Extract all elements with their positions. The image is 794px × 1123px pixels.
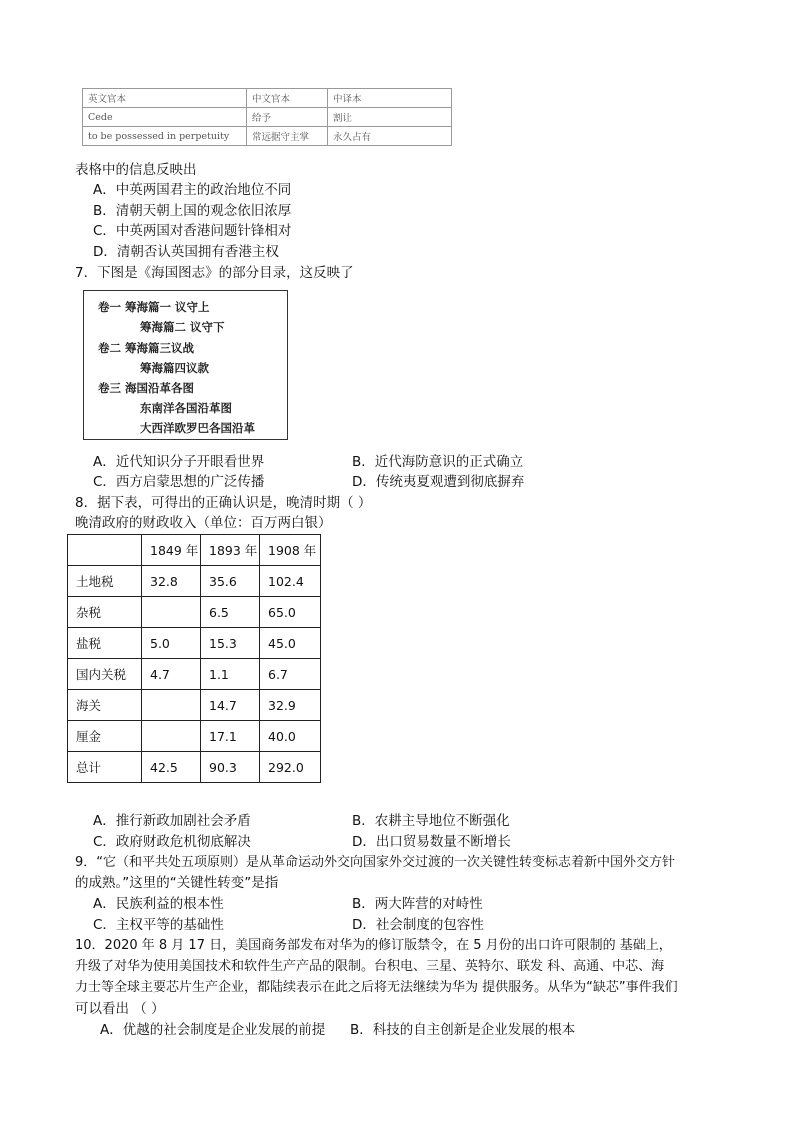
table-cell: 国内关税 bbox=[68, 659, 142, 690]
question-10-stem-line-2: 升级了对华为使用美国技术和软件生产产品的限制。台积电、三星、英特尔、联发 科、高通、中芯、海 bbox=[75, 959, 665, 974]
question-7-option-a: A．近代知识分子开眼看世界 bbox=[93, 454, 265, 470]
question-7-option-d: D．传统夷夏观遭到彻底摒弃 bbox=[352, 474, 525, 490]
table-cell: 中译本 bbox=[328, 89, 452, 108]
table-cell: 中文官本 bbox=[247, 89, 328, 108]
table-row bbox=[83, 108, 452, 127]
table-cell: 40.0 bbox=[260, 721, 321, 752]
table-cell: 14.7 bbox=[201, 690, 260, 721]
table-cell: 15.3 bbox=[201, 628, 260, 659]
table-cell bbox=[142, 690, 201, 721]
table-cell: 6.5 bbox=[201, 597, 260, 628]
table-cell: 英文官本 bbox=[83, 89, 247, 108]
table-cell: 常远据守主掌 bbox=[247, 127, 328, 146]
question-6-option-d: D．清朝否认英国拥有香港主权 bbox=[93, 244, 279, 260]
table-cell: 厘金 bbox=[68, 721, 142, 752]
question-9-stem-line-2: 的成熟。”这里的“关键性转变”是指 bbox=[75, 875, 279, 891]
contents-line: 卷二 筹海篇三议战 bbox=[98, 341, 195, 355]
table-cell: 杂税 bbox=[68, 597, 142, 628]
table-cell: 65.0 bbox=[260, 597, 321, 628]
question-6-option-a: A．中英两国君主的政治地位不同 bbox=[93, 182, 292, 198]
question-10-option-b: B．科技的自主创新是企业发展的根本 bbox=[350, 1022, 576, 1038]
question-8-stem: 8．据下表，可得出的正确认识是，晚清时期（ ） bbox=[75, 495, 372, 511]
table-header-row bbox=[68, 535, 321, 566]
table-cell bbox=[142, 721, 201, 752]
book-contents-box bbox=[83, 290, 288, 440]
question-6-option-b: B．清朝天朝上国的观念依旧浓厚 bbox=[93, 203, 292, 219]
question-8-option-d: D．出口贸易数量不断增长 bbox=[352, 834, 511, 850]
table-cell: 永久占有 bbox=[328, 127, 452, 146]
table-cell: 土地税 bbox=[68, 566, 142, 597]
question-8-option-a: A．推行新政加剧社会矛盾 bbox=[93, 813, 251, 829]
table-header-cell: 1849 年 bbox=[142, 535, 201, 566]
question-7-stem: 7．下图是《海国图志》的部分目录，这反映了 bbox=[75, 265, 354, 281]
table-row bbox=[68, 752, 321, 783]
table-cell: 90.3 bbox=[201, 752, 260, 783]
question-10-stem-line-3: 力士等全球主要芯片生产企业，都陆续表示在此之后将无法继续为华为 提供服务。从华为“缺芯”事件我们 bbox=[75, 980, 678, 995]
table-cell: 102.4 bbox=[260, 566, 321, 597]
table-row bbox=[68, 566, 321, 597]
question-6-stem: 表格中的信息反映出 bbox=[75, 162, 197, 178]
table-cell: 割让 bbox=[328, 108, 452, 127]
table-cell: to be possessed in perpetuity bbox=[83, 127, 247, 146]
contents-line: 筹海篇二 议守下 bbox=[140, 320, 225, 334]
revenue-table-caption: 晚清政府的财政收入（单位：百万两白银） bbox=[75, 515, 332, 531]
table-cell: 32.9 bbox=[260, 690, 321, 721]
question-10-option-a: A．优越的社会制度是企业发展的前提 bbox=[100, 1022, 326, 1038]
question-8-option-b: B．农耕主导地位不断强化 bbox=[352, 813, 510, 829]
treaty-terms-table bbox=[82, 88, 452, 146]
question-10-stem-line-1: 10．2020 年 8 月 17 日，美国商务部发布对华为的修订版禁令，在 5 月份的出口许可限制的 基础上， bbox=[75, 938, 672, 953]
question-7-option-b: B．近代海防意识的正式确立 bbox=[352, 454, 524, 470]
question-10-stem-line-4: 可以看出 （ ） bbox=[75, 1001, 165, 1017]
question-9-stem-line-1: 9．“它（和平共处五项原则）是从革命运动外交向国家外交过渡的一次关键性转变标志着新中国外交方针 bbox=[75, 855, 676, 870]
table-cell: 292.0 bbox=[260, 752, 321, 783]
table-cell bbox=[142, 597, 201, 628]
table-cell: 45.0 bbox=[260, 628, 321, 659]
table-row bbox=[83, 89, 452, 108]
contents-line: 卷一 筹海篇一 议守上 bbox=[98, 300, 210, 314]
question-6-option-c: C．中英两国对香港问题针锋相对 bbox=[93, 223, 292, 239]
table-header-cell: 1908 年 bbox=[260, 535, 321, 566]
table-cell: 4.7 bbox=[142, 659, 201, 690]
table-cell: 1.1 bbox=[201, 659, 260, 690]
table-row bbox=[83, 127, 452, 146]
table-row bbox=[68, 659, 321, 690]
table-cell: 海关 bbox=[68, 690, 142, 721]
table-cell: 6.7 bbox=[260, 659, 321, 690]
table-cell: Cede bbox=[83, 108, 247, 127]
table-header-cell bbox=[68, 535, 142, 566]
table-row bbox=[68, 721, 321, 752]
table-row bbox=[68, 628, 321, 659]
question-7-option-c: C．西方启蒙思想的广泛传播 bbox=[93, 474, 265, 490]
question-8-option-c: C．政府财政危机彻底解决 bbox=[93, 834, 251, 850]
table-header-cell: 1893 年 bbox=[201, 535, 260, 566]
table-cell: 盐税 bbox=[68, 628, 142, 659]
revenue-table bbox=[67, 534, 321, 783]
question-9-option-a: A．民族利益的根本性 bbox=[93, 896, 224, 912]
table-cell: 35.6 bbox=[201, 566, 260, 597]
question-9-option-d: D．社会制度的包容性 bbox=[352, 917, 484, 933]
table-cell: 给予 bbox=[247, 108, 328, 127]
contents-line: 卷三 海国沿革各图 bbox=[98, 381, 195, 395]
table-cell: 5.0 bbox=[142, 628, 201, 659]
table-cell: 42.5 bbox=[142, 752, 201, 783]
contents-line: 大西洋欧罗巴各国沿革 bbox=[140, 421, 255, 435]
contents-line: 东南洋各国沿革图 bbox=[140, 401, 232, 415]
table-row bbox=[68, 690, 321, 721]
table-cell: 17.1 bbox=[201, 721, 260, 752]
table-cell: 总计 bbox=[68, 752, 142, 783]
question-9-option-c: C．主权平等的基础性 bbox=[93, 917, 224, 933]
table-cell: 32.8 bbox=[142, 566, 201, 597]
question-9-option-b: B．两大阵营的对峙性 bbox=[352, 896, 483, 912]
table-row bbox=[68, 597, 321, 628]
contents-line: 筹海篇四议款 bbox=[140, 361, 209, 375]
